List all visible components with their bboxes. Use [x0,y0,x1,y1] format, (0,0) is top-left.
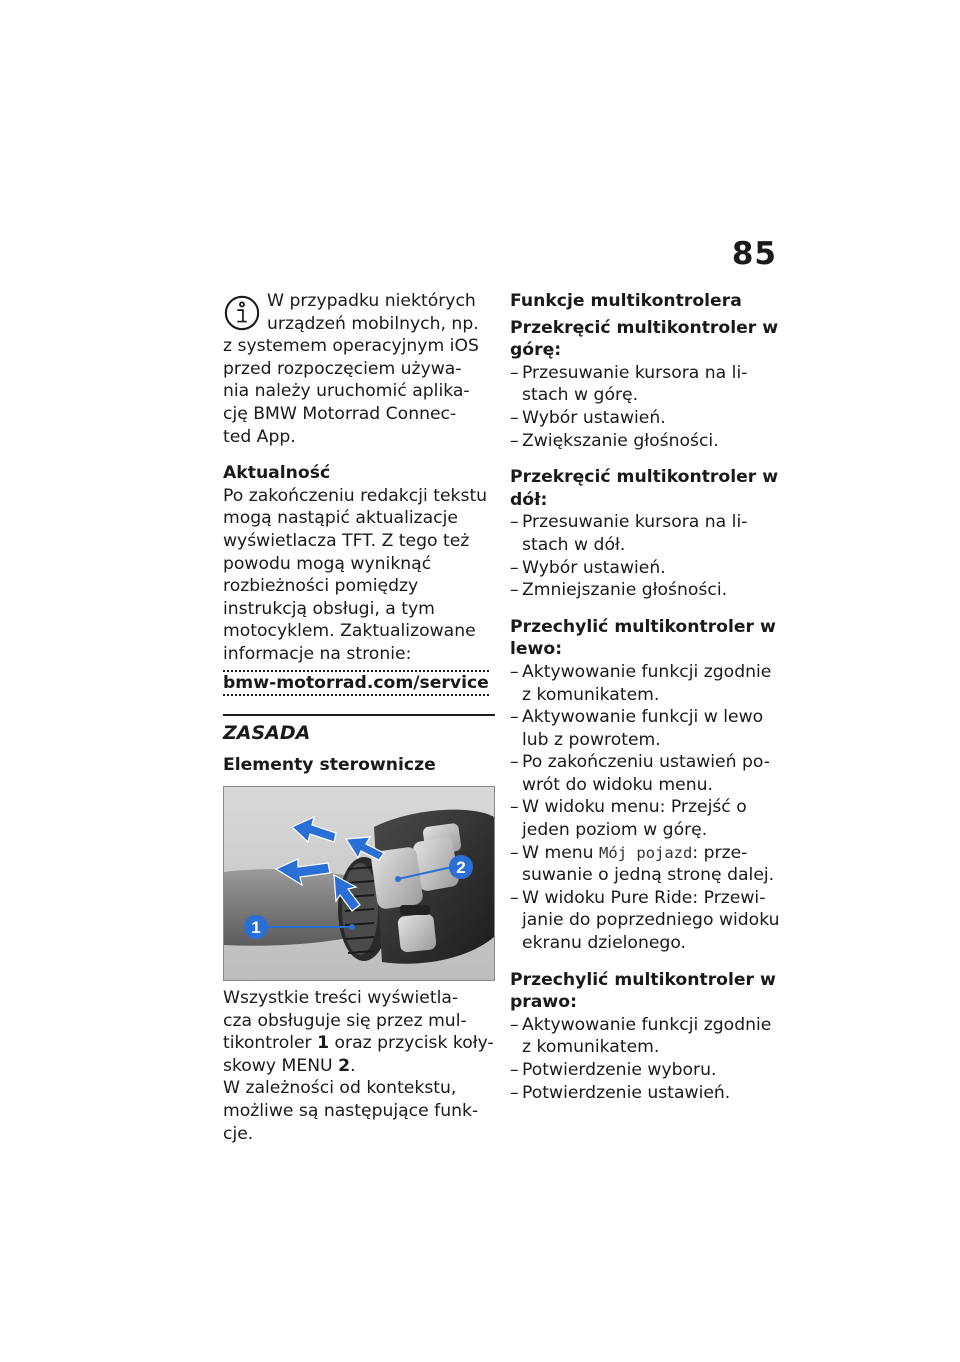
turn-up-heading: górę: [510,340,562,361]
turn-down-heading: Przekręcić multikontroler w [510,467,779,488]
body-line: Wszystkie treści wyświetla- [223,988,459,1009]
functions-title: Funkcje multikontrolera [510,291,742,311]
tilt-left-heading: lewo: [510,639,563,660]
update-line: powodu mogą wyniknąć [223,553,432,574]
body-line: skowy MENU 2. [223,1055,356,1076]
update-heading: Aktualność [223,463,331,484]
section-divider [223,714,495,716]
list-item: – Po zakończeniu ustawień po- wrót do widoku menu. [510,751,785,796]
controls-description [223,987,495,1145]
section-title: ZASADA [223,721,311,744]
info-line: urządzeń mobilnych, np. [267,313,479,334]
update-line: rozbieżności pomiędzy [223,576,419,597]
tilt-right-list [510,1014,785,1104]
page-number: 85 [731,236,777,272]
lower-button [397,913,437,953]
info-line: nia należy uruchomić aplika- [223,381,470,402]
callout-1-label: 1 [251,918,261,938]
list-item: – Wybór ustawień. [510,407,785,430]
list-item: – Aktywowanie funkcji zgodnie z komunikatem. [510,1014,785,1059]
tilt-left-list [510,661,785,955]
list-item: – Wybór ustawień. [510,557,785,580]
turn-up-heading: Przekręcić multikontroler w [510,317,779,338]
update-line: Po zakończeniu redakcji tekstu [223,485,488,506]
update-line: informacje na stronie: [223,643,412,664]
info-line: W przypadku niektórych [267,291,476,311]
tilt-left-heading: Przechylić multikontroler w [510,616,776,637]
list-item: – Przesuwanie kursora na li- stach w dół. [510,511,785,556]
list-item: – W menu Mój pojazd: prze- suwanie o jedną stronę dalej. [510,842,785,887]
info-note [223,290,495,448]
update-line: wyświetlacza TFT. Z tego też [223,530,470,551]
list-item: – Potwierdzenie wyboru. [510,1059,785,1082]
body-line: cje. [223,1123,254,1144]
service-link[interactable]: bmw-motorrad.com/service [223,670,489,696]
list-item: – Aktywowanie funkcji w lewo lub z powrotem. [510,706,785,751]
controls-heading: Elementy sterownicze [223,754,436,775]
info-icon [223,294,261,332]
menu-reference: Mój pojazd [599,843,693,862]
controls-figure [223,786,495,981]
list-item: – Aktywowanie funkcji zgodnie z komunikatem. [510,661,785,706]
update-line: instrukcją obsługi, a tym [223,598,435,619]
body-line: W zależności od kontekstu, [223,1078,457,1099]
info-line: przed rozpoczęciem używa- [223,358,462,379]
list-item: – Zmniejszanie głośności. [510,579,785,602]
right-column [510,290,785,1104]
callout-2-label: 2 [456,858,466,878]
list-item: – Przesuwanie kursora na li- stach w górę. [510,362,785,407]
list-item: – Zwiększanie głośności. [510,430,785,453]
update-line: motocyklem. Zaktualizowane [223,621,476,642]
list-item: – Potwierdzenie ustawień. [510,1082,785,1105]
turn-down-list [510,511,785,601]
grip [224,869,352,946]
info-line: z systemem operacyjnym iOS [223,336,479,357]
handlebar-illustration [224,787,494,980]
update-line: mogą nastąpić aktualizacje [223,508,458,529]
tilt-right-heading: prawo: [510,992,577,1013]
turn-up-list [510,362,785,452]
list-item: – W widoku Pure Ride: Przewi- janie do poprzedniego widoku ekranu dzielonego. [510,887,785,955]
body-line: możliwe są następujące funk- [223,1101,479,1122]
info-line: cję BMW Motorrad Connec- [223,403,457,424]
info-line: ted App. [223,426,296,447]
update-section [223,462,495,695]
tilt-right-heading: Przechylić multikontroler w [510,969,776,990]
body-line: cza obsługuje się przez mul- [223,1010,467,1031]
body-line: tikontroler 1 oraz przycisk koły- [223,1033,494,1054]
turn-down-heading: dół: [510,489,548,510]
left-column [223,290,495,1145]
list-item: – W widoku menu: Przejść o jeden poziom w górę. [510,796,785,841]
